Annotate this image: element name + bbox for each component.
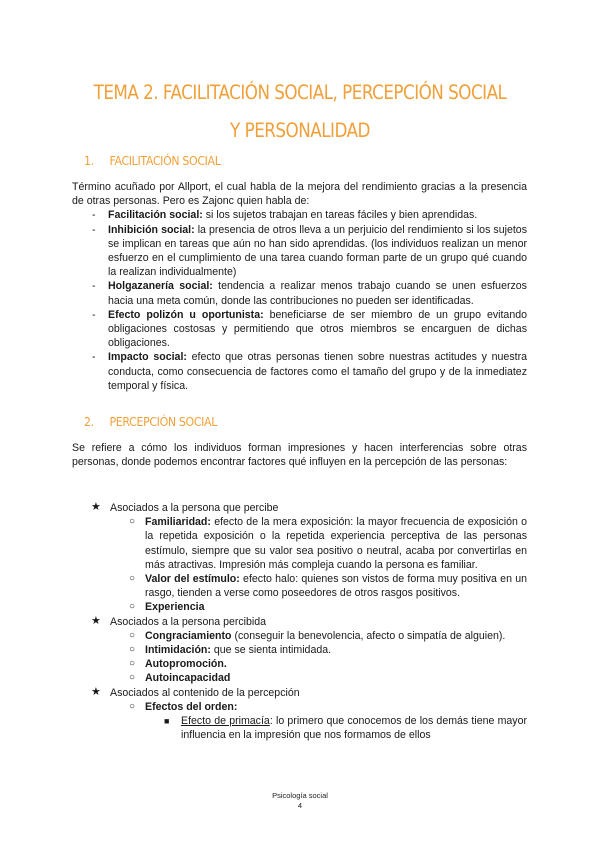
definition: (conseguir la benevolencia, afecto o simpatía de alguien). — [231, 629, 506, 642]
definition: efecto de la mera exposición: la mayor frecuencia de exposición o la repetida exposición o la repetida experiencia perceptiva de las personas estímulo, siempre que su valor sea positivo o neutral, acaba por convertirlas en más atractivas. Impresión más compleja cuando la persona es familiar. — [145, 516, 527, 571]
list-item — [72, 515, 527, 572]
circle-bullet-icon: ○ — [129, 658, 136, 670]
factor-group-label: Asociados al contenido de la percepción — [110, 686, 300, 699]
section-2-factors — [72, 501, 527, 742]
term: Intimidación: — [145, 644, 211, 657]
factor-group — [72, 686, 527, 700]
term: Experiencia — [145, 601, 205, 614]
footer-subject: Psicología social — [272, 791, 328, 800]
star-bullet-icon: ★ — [91, 614, 101, 627]
section-1-heading — [84, 153, 221, 168]
list-item — [72, 671, 527, 685]
list-item: - Holgazanería social: tendencia a realizar menos trabajo cuando se unen esfuerzos hacia una meta común, donde las contribuciones no pueden ser identificadas. — [92, 280, 527, 307]
definition: : lo primero que conocemos de los demás tiene mayor influencia en la impresión que nos formamos de ellos — [181, 715, 528, 742]
section-2-intro: Se refiere a cómo los individuos forman impresiones y hacen interferencias sobre otras personas, donde podemos encontrar factores qué influyen en la percepción de las personas: — [72, 442, 527, 469]
list-item — [72, 643, 527, 657]
list-item — [72, 657, 527, 671]
factor-group-label: Asociados a la persona que percibe — [110, 502, 279, 514]
term: Inhibición social: — [108, 223, 195, 236]
list-item — [72, 629, 527, 643]
square-bullet-icon: ■ — [164, 716, 170, 727]
term: Valor del estímulo: — [145, 573, 240, 586]
list-item — [72, 700, 527, 714]
section-1-body — [72, 180, 527, 393]
list-item: - Impacto social: efecto que otras personas tienen sobre nuestras actitudes y nuestra conducta, como consecuencia de factores como el tamaño del grupo y de la inmediatez temporal y física. — [92, 351, 527, 392]
page-number: 4 — [297, 801, 303, 810]
term: Autopromoción. — [145, 658, 227, 671]
factor-group — [72, 615, 527, 629]
list-item — [72, 572, 527, 600]
list-item: - Efecto polizón u oportunista: beneficiarse de ser miembro de un grupo evitando obligaciones costosas y permitiendo que otros miembros se encarguen de dichas obligaciones. — [92, 308, 527, 350]
definition: que se sienta intimidada. — [210, 644, 332, 657]
factor-group — [72, 501, 527, 515]
definition: si los sujetos trabajan en tareas fáciles y bien aprendidas. — [202, 209, 478, 222]
list-item — [72, 600, 527, 614]
term: Congraciamiento — [145, 629, 232, 642]
list-item: - Inhibición social: la presencia de otros lleva a un perjuicio del rendimiento si los sujetos se implican en tareas que aún no han sido aprendidas. (los individuos realizan un menor esfuerzo en el cumplimiento de una tarea cuando forman parte de un grupo qué cuando la realizan individualmente) — [92, 223, 527, 279]
section-2-body — [72, 441, 527, 469]
definition: efecto halo: quienes son vistos de forma muy positiva en un rasgo, tienden a verse como poseedores de otros rasgos positivos. — [145, 573, 527, 600]
section-1-title: FACILITACIÓN SOCIAL — [109, 153, 221, 168]
section-2-heading — [84, 414, 217, 429]
circle-bullet-icon: ○ — [129, 644, 136, 656]
term: Impacto social: — [108, 351, 187, 364]
term: Efecto de primacía — [181, 715, 270, 728]
factor-group-label: Asociados a la persona percibida — [110, 615, 267, 628]
circle-bullet-icon: ○ — [129, 601, 136, 613]
circle-bullet-icon: ○ — [129, 629, 136, 641]
section-1-number: 1. — [84, 153, 94, 168]
section-2-title: PERCEPCIÓN SOCIAL — [109, 414, 218, 429]
section-2-number: 2. — [84, 414, 94, 429]
term: Autoincapacidad — [145, 672, 231, 685]
definition: tendencia a realizar menos trabajo cuando se unen esfuerzos hacia una meta común, donde las contribuciones no pueden ser identificadas. — [108, 280, 527, 307]
term: Efecto polizón u oportunista: — [108, 308, 264, 321]
circle-bullet-icon: ○ — [129, 573, 136, 585]
list-item — [72, 714, 527, 742]
circle-bullet-icon: ○ — [129, 700, 136, 712]
term: Familiaridad: — [145, 516, 211, 529]
section-1-intro: Término acuñado por Allport, el cual habla de la mejora del rendimiento gracias a la presencia de otras personas. Pero es Zajonc quien habla de: — [72, 181, 527, 208]
term: Efectos del orden: — [145, 700, 238, 713]
definition: efecto que otras personas tienen sobre nuestras actitudes y nuestra conducta, como consecuencia de factores como el tamaño del grupo y de la inmediatez temporal y física. — [108, 351, 527, 392]
document-title — [76, 74, 523, 150]
definition: la presencia de otros lleva a un perjuicio del rendimiento si los sujetos se implican en tareas que aún no han sido aprendidas. (los individuos realizan un menor esfuerzo en el cumplimiento de una tarea cuando forman parte de un grupo qué cuando la realizan individualmente) — [108, 223, 527, 279]
title-line-2: Y PERSONALIDAD — [230, 119, 370, 142]
circle-bullet-icon: ○ — [129, 516, 136, 528]
term: Holgazanería social: — [108, 280, 213, 293]
star-bullet-icon: ★ — [91, 685, 101, 698]
term: Facilitación social: — [108, 209, 203, 222]
star-bullet-icon: ★ — [91, 501, 101, 513]
circle-bullet-icon: ○ — [129, 672, 136, 684]
list-item: - Facilitación social: si los sujetos trabajan en tareas fáciles y bien aprendidas. — [92, 209, 478, 222]
page-footer — [0, 791, 600, 811]
title-line-1: TEMA 2. FACILITACIÓN SOCIAL, PERCEPCIÓN SOCIAL — [93, 81, 507, 104]
definition: beneficiarse de ser miembro de un grupo evitando obligaciones costosas y permitiendo que otros miembros se encarguen de dichas obligaciones. — [108, 308, 527, 350]
